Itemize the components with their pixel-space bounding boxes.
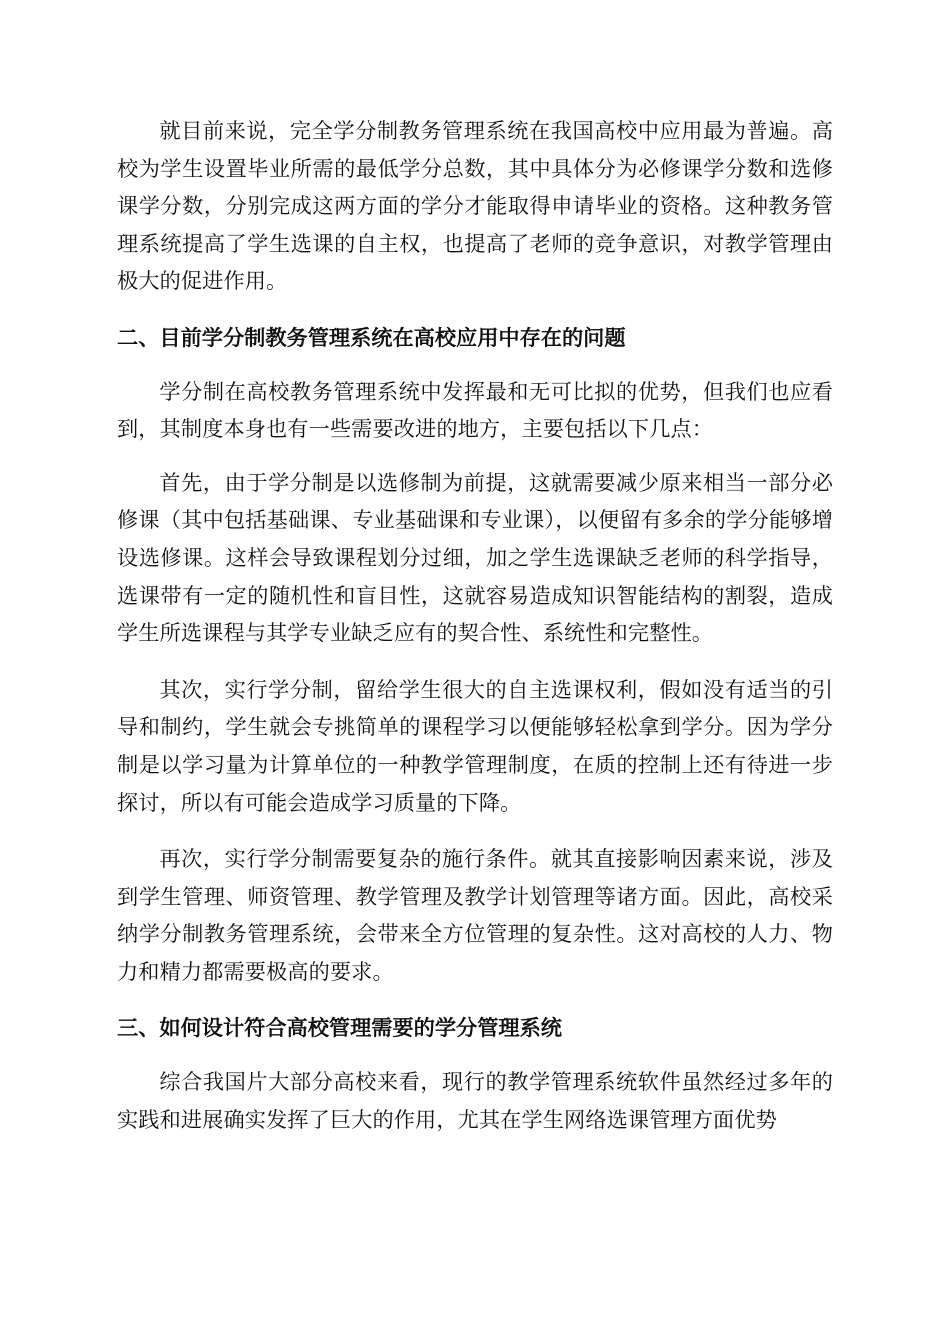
paragraph-design-intro: 综合我国片大部分高校来看，现行的教学管理系统软件虽然经过多年的实践和进展确实发挥了巨大的作用，尤其在学生网络选课管理方面优势	[117, 1069, 833, 1132]
paragraph-first-problem: 首先，由于学分制是以选修制为前提，这就需要减少原来相当一部分必修课（其中包括基础课、专业基础课和专业课），以便留有多余的学分能够增设选修课。这样会导致课程划分过细，加之学生选课缺乏老师的科学指导，选课带有一定的随机性和盲目性，这就容易造成知识智能结构的割裂，造成学生所选课程与其学专业缺乏应有的契合性、系统性和完整性。	[117, 469, 833, 646]
paragraph-second-problem: 其次，实行学分制，留给学生很大的自主选课权利，假如没有适当的引导和制约，学生就会专挑简单的课程学习以便能够轻松拿到学分。因为学分制是以学习量为计算单位的一种教学管理制度，在质的控制上还有待进一步探讨，所以有可能会造成学习质量的下降。	[117, 676, 833, 815]
document-page	[117, 112, 833, 1138]
paragraph-credit-system-intro: 就目前来说，完全学分制教务管理系统在我国高校中应用最为普遍。高校为学生设置毕业所需的最低学分总数，其中具体分为必修课学分数和选修课学分数，分别完成这两方面的学分才能取得申请毕业的资格。这种教务管理系统提高了学生选课的自主权，也提高了老师的竞争意识，对教学管理由极大的促进作用。	[117, 118, 833, 294]
section-heading-design: 三、如何设计符合高校管理需要的学分管理系统	[117, 1015, 562, 1041]
paragraph-problems-intro: 学分制在高校教务管理系统中发挥最和无可比拟的优势，但我们也应看到，其制度本身也有一些需要改进的地方，主要包括以下几点：	[117, 378, 833, 442]
section-heading-problems: 二、目前学分制教务管理系统在高校应用中存在的问题	[117, 324, 626, 350]
paragraph-third-problem: 再次，实行学分制需要复杂的施行条件。就其直接影响因素来说，涉及到学生管理、师资管理、教学管理及教学计划管理等诸方面。因此，高校采纳学分制教务管理系统，会带来全方位管理的复杂性。这对高校的人力、物力和精力都需要极高的要求。	[117, 846, 833, 984]
